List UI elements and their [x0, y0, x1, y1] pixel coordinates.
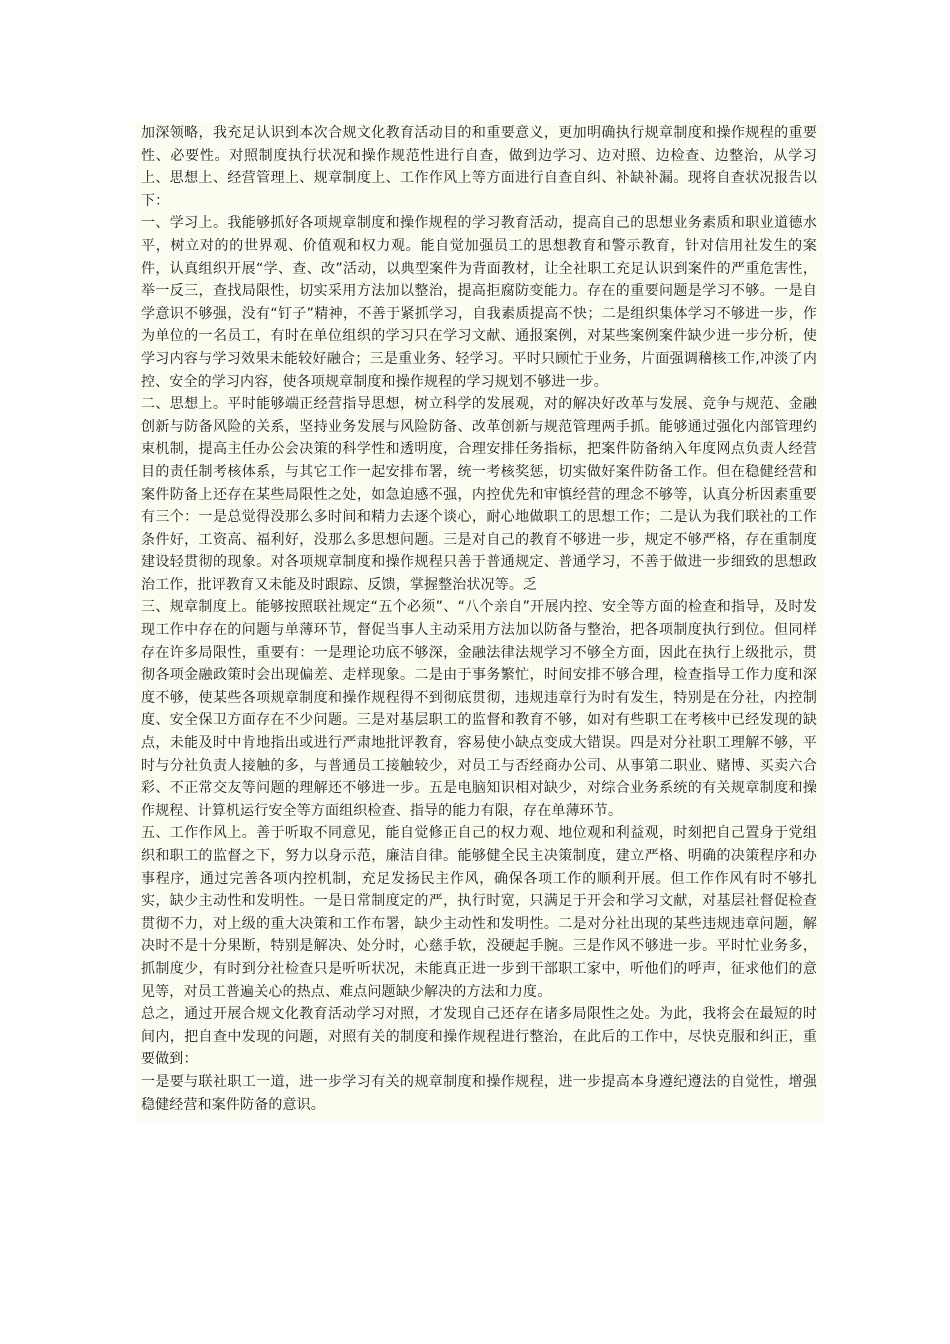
- action-item-paragraph: 一是要与联社职工一道，进一步学习有关的规章制度和操作规程，进一步提高本身遵纪遵法的自觉性，增强稳健经营和案件防备的意识。: [141, 1073, 817, 1113]
- study-section-paragraph: 一、学习上。我能够抓好各项规章制度和操作规程的学习教育活动，提高自己的思想业务素质和职业道德水平，树立对的的世界观、价值观和权力观。能自觉加强员工的思想教育和警示教育，针对信用社发生的案件，认真组织开展“学、查、改”活动，以典型案件为背面教材，让全社职工充足认识到案件的严重危害性，举一反三，查找局限性，切实采用方法加以整治，提高拒腐防变能力。存在的重要问题是学习不够。一是自学意识不够强，没有“钉子”精神，不善于紧抓学习，自我素质提高不快；二是组织集体学习不够进一步，作为单位的一名员工，有时在单位组织的学习只在学习文献、通报案例，对某些案例案件缺少进一步分析，使学习内容与学习效果未能较好融合；三是重业务、轻学习。平时只顾忙于业务，片面强调稽核工作,冲淡了内控、安全的学习内容，使各项规章制度和操作规程的学习规划不够进一步。: [141, 215, 817, 390]
- intro-paragraph: 加深领略，我充足认识到本次合规文化教育活动目的和重要意义，更加明确执行规章制度和操作规程的重要性、必要性。对照制度执行状况和操作规范性进行自查，做到边学习、边对照、边检查、边整治，从学习上、思想上、经营管理上、规章制度上、工作作风上等方面进行自查自纠、补缺补漏。现将自查状况报告以下：: [141, 125, 817, 209]
- work-style-section-paragraph: 五、工作作风上。善于听取不同意见，能自觉修正自己的权力观、地位观和利益观，时刻把自己置身于党组织和职工的监督之下，努力以身示范，廉洁自律。能够健全民主决策制度，建立严格、明确的决策程序和办事程序，通过完善各项内控机制，充足发扬民主作风，确保各项工作的顺利开展。但工作作风有时不够扎实，缺少主动性和发明性。一是日常制度定的严，执行时宽，只满足于开会和学习文献，对基层社督促检查贯彻不力，对上级的重大决策和工作布署，缺少主动性和发明性。二是对分社出现的某些违规违章问题，解决时不是十分果断，特别是解决、处分时，心慈手软，没硬起手腕。三是作风不够进一步。平时忙业务多，抓制度少，有时到分社检查只是听听状况，未能真正进一步到干部职工家中，听他们的呼声，征求他们的意见等，对员工普遍关心的热点、难点问题缺少解决的方法和力度。: [141, 825, 817, 1000]
- document-body: [135, 122, 823, 1122]
- summary-paragraph: 总之，通过开展合规文化教育活动学习对照，才发现自己还存在诸多局限性之处。为此，我将会在最短的时间内，把自查中发现的问题，对照有关的制度和操作规程进行整治，在此后的工作中，尽快克服和纠正，重要做到：: [141, 1006, 817, 1068]
- regulations-section-paragraph: 三、规章制度上。能够按照联社规定“五个必须”、“八个亲自”开展内控、安全等方面的检查和指导，及时发现工作中存在的问题与单薄环节，督促当事人主动采用方法加以防备与整治，把各项制度执行到位。但同样存在许多局限性，重要有：一是理论功底不够深，金融法律法规学习不够全方面，因此在执行上级批示，贯彻各项金融政策时会出现偏差、走样现象。二是由于事务繁忙，时间安排不够合理，检查指导工作力度和深度不够，使某些各项规章制度和操作规程得不到彻底贯彻，违规违章行为时有发生，特别是在分社，内控制度、安全保卫方面存在不少问题。三是对基层职工的监督和教育不够，如对有些职工在考核中已经发现的缺点，未能及时中肯地指出或进行严肃地批评教育，容易使小缺点变成大错误。四是对分社职工理解不够，平时与分社负责人接触的多，与普通员工接触较少，对员工与否经商办公司、从事第二职业、赌博、买卖六合彩、不正常交友等问题的理解还不够进一步。五是电脑知识相对缺少，对综合业务系统的有关规章制度和操作规程、计算机运行安全等方面组织检查、指导的能力有限，存在单薄环节。: [141, 599, 817, 819]
- thought-section-paragraph: 二、思想上。平时能够端正经营指导思想，树立科学的发展观，对的解决好改革与发展、竞争与规范、金融创新与防备风险的关系，坚持业务发展与风险防备、改革创新与规范管理两手抓。能够通过强化内部管理约束机制，提高主任办公会决策的科学性和透明度，合理安排任务指标，把案件防备纳入年度网点负责人经营目的责任制考核体系，与其它工作一起安排布署，统一考核奖惩，切实做好案件防备工作。但在稳健经营和案件防备上还存在某些局限性之处，如急迫感不强，内控优先和审慎经营的理念不够等，认真分析因素重要有三个：一是总觉得没那么多时间和精力去逐个谈心，耐心地做职工的思想工作；二是认为我们联社的工作条件好，工资高、福利好，没那么多思想问题。三是对自己的教育不够进一步，规定不够严格，存在重制度建设轻贯彻的现象。对各项规章制度和操作规程只善于普通规定、普通学习，不善于做进一步细致的思想政治工作，批评教育又未能及时跟踪、反馈，掌握整治状况等。乏: [141, 396, 817, 593]
